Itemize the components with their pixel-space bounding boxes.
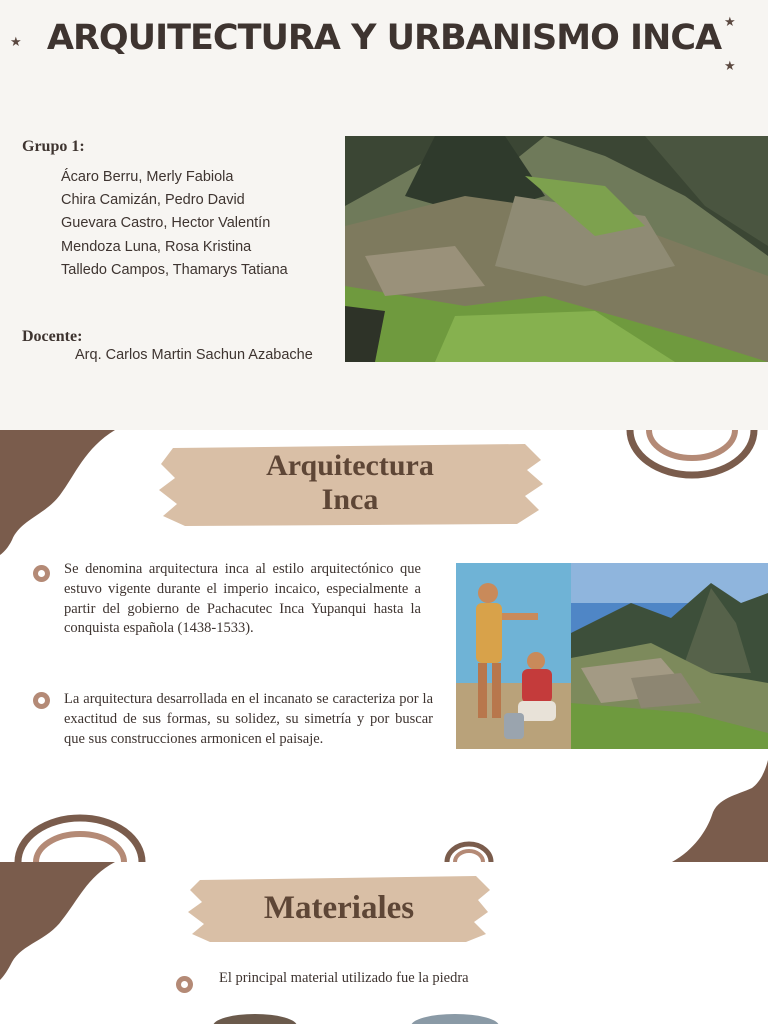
- decorative-arcs: [625, 430, 760, 485]
- paragraph: El principal material utilizado fue la piedra: [219, 970, 469, 986]
- slide-arquitectura-inca: [0, 430, 768, 862]
- slide-title: [0, 0, 768, 430]
- decorative-blob: [0, 430, 120, 555]
- teacher-label: Docente:: [22, 328, 83, 345]
- decorative-arcs: [443, 841, 495, 862]
- star-icon: ★: [724, 58, 736, 73]
- inca-illustration: [456, 563, 571, 749]
- section-title: [186, 872, 492, 944]
- star-icon: ★: [10, 34, 22, 49]
- stone-photo-partial: [405, 1012, 505, 1024]
- machu-picchu-photo: [571, 563, 768, 749]
- member-name: Talledo Campos, Thamarys Tatiana: [61, 261, 288, 278]
- bullet-icon: [33, 692, 50, 709]
- section-title: [155, 438, 545, 530]
- member-name: Ácaro Berru, Merly Fabiola: [61, 169, 234, 185]
- section-title-text: Materiales: [263, 890, 415, 926]
- slide-materiales: [0, 862, 768, 1024]
- decorative-blob: [0, 862, 118, 980]
- member-name: Mendoza Luna, Rosa Kristina: [61, 238, 252, 255]
- teacher-name: Arq. Carlos Martin Sachun Azabache: [75, 347, 313, 363]
- machu-picchu-photo: [345, 136, 768, 362]
- page-title: ARQUITECTURA Y URBANISMO INCA: [46, 18, 722, 58]
- decorative-blob: [672, 760, 768, 862]
- members-list: [61, 166, 288, 282]
- member-name: Chira Camizán, Pedro David: [61, 192, 245, 209]
- section-title-line: Arquitectura: [266, 449, 434, 482]
- group-label: Grupo 1:: [22, 138, 85, 155]
- paragraph: La arquitectura desarrollada en el incanato se caracteriza por la exactitud de sus formas, su solidez, su simetría y por buscar que sus construcciones armonicen el paisaje.: [64, 691, 433, 747]
- star-icon: ★: [724, 14, 736, 29]
- stone-photo-partial: [205, 1012, 305, 1024]
- bullet-icon: [33, 565, 50, 582]
- member-name: Guevara Castro, Hector Valentín: [61, 215, 271, 232]
- bullet-icon: [176, 976, 193, 993]
- paragraph: Se denomina arquitectura inca al estilo arquitectónico que estuvo vigente durante el imperio incaico, especialmente a partir del gobierno de Pachacutec Inca Yupanqui hasta la conquista española (1438-1533).: [64, 561, 421, 637]
- section-title-line: Inca: [321, 483, 379, 516]
- decorative-arcs: [10, 814, 150, 862]
